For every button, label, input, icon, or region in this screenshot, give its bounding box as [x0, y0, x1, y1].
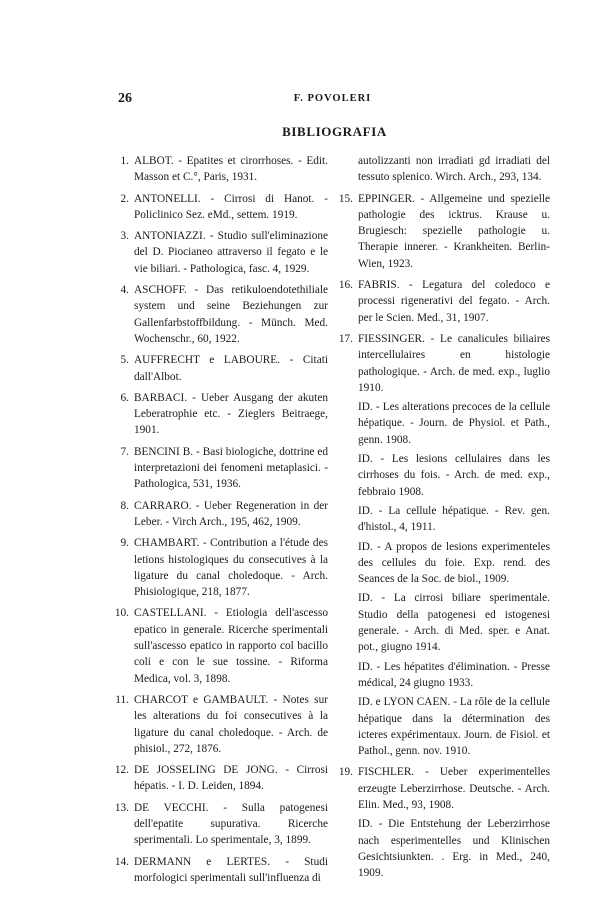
bibliography-entry-continued: [336, 153, 550, 186]
bibliography-entry: [336, 191, 550, 272]
entry-number: 13.: [114, 801, 129, 814]
entry-text: CHARCOT e GAMBAULT. - Notes sur les alterations du foi consecutives à la ligature du canal choledoque. - Arch. de phisiol., 272, 1876.: [134, 693, 328, 755]
bibliography-entry: [112, 605, 328, 686]
bibliography-sub-entry: ID. - A propos de lesions experimenteles des cellules du foie. Exp. rend. des Seances de la Soc. de biol., 1909.: [358, 540, 550, 586]
entry-text: CARRARO. - Ueber Regeneration in der Leber. - Virch Arch., 195, 462, 1909.: [134, 499, 328, 528]
bibliography-entry: [336, 764, 550, 881]
entry-number: 4.: [120, 284, 129, 297]
entry-text: DE VECCHI. - Sulla patogenesi dell'epatite supurativa. Ricerche sperimentali. Lo sperimentale, 3, 1899.: [134, 801, 328, 847]
entry-number: 1.: [120, 155, 129, 167]
entry-text: ASCHOFF. - Das retikuloendotethiliale system und seine Beziehungen zur Gallenfarbstoffbildung. - Münch. Med. Wochenschr., 60, 1922.: [134, 284, 328, 345]
bibliography-sub-entry: ID. - Les hépatites d'élimination. - Presse médical, 24 giugno 1933.: [358, 660, 550, 689]
bibliography-entry: [336, 277, 550, 326]
running-head: F. POVOLERI: [293, 93, 372, 104]
bibliography-entry: [112, 444, 328, 493]
bibliography-entry: [112, 228, 328, 277]
entry-number: 12.: [114, 764, 129, 777]
bibliography-entry: [112, 762, 328, 795]
entry-text: CASTELLANI. - Etiologia dell'ascesso epatico in generale. Ricerche sperimentali sull'ascesso epatico in rapporto col bacillo coli e con le sue tossine. - Riforma Medica, vol. 3, 1898.: [134, 607, 328, 685]
entry-number: 2.: [120, 192, 129, 205]
page-number: 26: [118, 91, 132, 106]
bibliography-entry: [336, 331, 550, 759]
bibliography-entry: [112, 153, 328, 186]
bibliography-sub-entry: ID. - Les alterations precoces de la cellule hépatique. - Journ. de Physiol. et Path., genn. 1908.: [358, 401, 550, 446]
bibliography-sub-entry: ID. e LYON CAEN. - La rôle de la cellule hépatique dans la détermination des icteres expérimentaux. Journ. de Fisiol. et Pathol., genn. nov. 1910.: [358, 696, 550, 758]
entry-number: 19.: [338, 766, 353, 779]
entry-number: 3.: [120, 230, 129, 243]
entry-number: 6.: [120, 391, 129, 404]
entry-text: CHAMBART. - Contribution a l'étude des letions histologiques du consecutives à la ligature du canal choledoque. - Arch. Phisiologique, 218, 1877.: [134, 537, 328, 599]
bibliography-entry: [112, 498, 328, 531]
entry-text: FABRIS. - Legatura del coledoco e processi rigenerativi del fegato. - Arch. per le Scien. Med., 31, 1907.: [358, 279, 550, 324]
bibliography-entry: [112, 854, 328, 887]
entry-number: 7.: [120, 445, 129, 458]
entry-number: 5.: [120, 354, 129, 367]
entry-text: ANTONIAZZI. - Studio sull'eliminazione del D. Piocianeo attraverso il fegato e le vie biliari. - Pathologica, fasc. 4, 1929.: [134, 230, 328, 275]
entry-number: 10.: [114, 607, 129, 620]
entry-text: DERMANN e LERTES. - Studi morfologici sperimentali sull'influenza di: [134, 855, 328, 884]
entry-text: ALBOT. - Epatites et cirorrhoses. - Edit. Masson et C.°, Paris, 1931.: [134, 155, 328, 184]
section-title: BIBLIOGRAFIA: [282, 124, 387, 139]
bibliography-entry: [112, 692, 328, 757]
bibliography-entry: [112, 390, 328, 439]
bibliography-sub-entry: ID. - La cirrosi biliare sperimentale. Studio della patogenesi ed istogenesi generale. - Arch. di Med. sper. e Anat. pot., giugno 1914.: [358, 592, 550, 654]
entry-number: 14.: [114, 855, 129, 868]
entry-number: 17.: [338, 332, 353, 345]
entry-text: ANTONELLI. - Cirrosi di Hanot. - Policlinico Sez. eMd., settem. 1919.: [134, 192, 328, 221]
bibliography-right-column: [336, 153, 550, 886]
entry-number: 11.: [115, 693, 129, 706]
entry-number: 16.: [338, 279, 353, 292]
bibliography-left-column: [112, 153, 328, 891]
bibliography-sub-entry: ID. - La cellule hépatique. - Rev. gen. d'histol., 4, 1911.: [358, 504, 550, 534]
entry-text: DE JOSSELING DE JONG. - Cirrosi hépatis. - I. D. Leiden, 1894.: [134, 764, 328, 793]
bibliography-entry: [112, 535, 328, 600]
bibliography-entry: [112, 352, 328, 385]
bibliography-entry: [112, 800, 328, 849]
entry-text: EPPINGER. - Allgemeine und spezielle pathologie des icktrus. Krause u. Brugiesch: spezielle pathologie u. Therapie innerer. - Krankheiten. Berlin-Wien, 1923.: [358, 192, 550, 270]
entry-text: BARBACI. - Ueber Ausgang der akuten Leberatrophie etc. - Zieglers Beitraege, 1901.: [134, 391, 328, 437]
bibliography-entry: [112, 191, 328, 224]
bibliography-entry: [112, 282, 328, 347]
bibliography-sub-entry: ID. - Les lesions cellulaires dans les cirrhoses du fois. - Arch. de med. exp., febbraio 1908.: [358, 453, 550, 498]
entry-text: FISCHLER. - Ueber experimentelles erzeugte Leberzirrhose. Deutsche. - Arch. Elin. Med., 93, 1908.: [358, 766, 550, 811]
entry-text: autolizzanti non irradiati gd irradiati del tessuto splenico. Wirch. Arch., 293, 134.: [358, 155, 550, 184]
entry-number: 15.: [338, 192, 353, 205]
entry-number: 8.: [120, 499, 129, 512]
bibliography-sub-entry: ID. - Die Entstehung der Leberzirrhose nach esperimentelles und Klinischen Gesichtsiunkten. . Erg. in Med., 240, 1909.: [358, 818, 550, 880]
entry-text: BENCINI B. - Basi biologiche, dottrine ed interpretazioni dei fenomeni metaplasici. - Pathologica, 531, 1936.: [134, 445, 328, 491]
entry-text: AUFFRECHT e LABOURE. - Citati dall'Albot.: [134, 354, 328, 383]
entry-text: FIESSINGER. - Le canalicules biliaires intercellulaires en histologie pathologique. - Arch. de med. exp., luglio 1910.: [358, 332, 550, 394]
entry-number: 9.: [120, 537, 129, 550]
